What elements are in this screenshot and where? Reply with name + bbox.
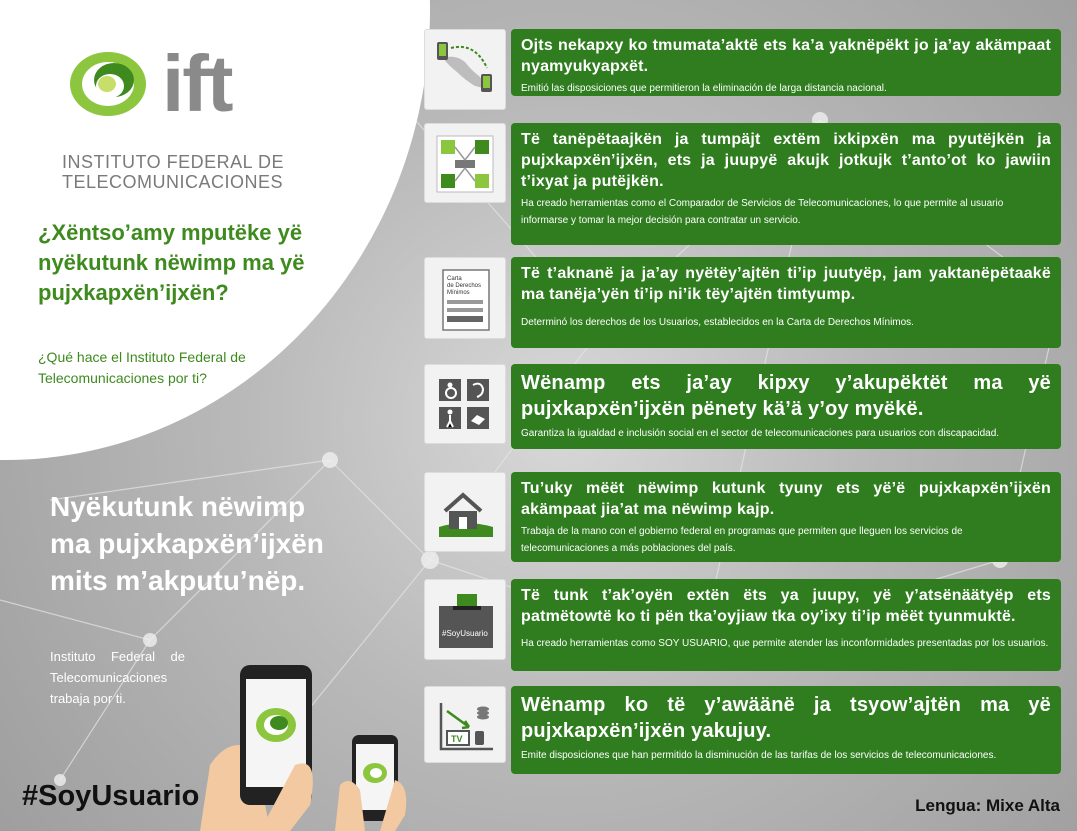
- item-row-3: [424, 257, 1061, 348]
- item-row-6: [424, 579, 1061, 671]
- item-card-4: [511, 364, 1061, 449]
- mexico-map-phones-icon: [424, 29, 506, 110]
- main-statement: Nyëkutunk nëwimp ma pujxkapxën’ijxën mits m’akputu’nëp.: [50, 491, 324, 596]
- item-title: Të tanëpëtaajkën ja tumpäjt extëm ixkipxën ma pyutëjkën ja pujxkapxën’ijxën, ets ja juupyë akujk jotkujk t’anto’ot ko jawiin t’ixyat ja putëjkën.: [521, 131, 1051, 190]
- item-title: Të tunk t’ak’oyën extën ëts ya juupy, yë y’atsënäätyëp ets patmëtowtë ko ti pën tka’oyjiaw tka oy’ixy ti’ip mëët tyunmuktë.: [521, 587, 1051, 625]
- language-label: Lengua: Mixe Alta: [915, 796, 1060, 815]
- item-description: Garantiza la igualdad e inclusión social en el sector de telecomunicaciones para usuarios con discapacidad.: [521, 428, 1000, 439]
- ift-logo-mark-icon: [62, 40, 157, 120]
- item-row-1: [424, 29, 1061, 110]
- logo-subtitle: [62, 152, 284, 192]
- rights-card-text-3: Mínimos: [447, 290, 470, 296]
- item-row-5: [424, 472, 1061, 562]
- question-mixe: ¿Xëntso’amy mputëke yë nyëkutunk nëwimp ma yë pujxkapxën’ijxën?: [38, 220, 305, 305]
- logo-wordmark: ift: [162, 39, 232, 128]
- logo-subtitle-line-1: INSTITUTO FEDERAL DE: [62, 152, 285, 172]
- accessibility-icon: [424, 364, 506, 444]
- item-card-5: [511, 472, 1061, 562]
- item-title: Ojts nekapxy ko tmumata’aktë ets ka’a yaknëpëkt jo ja’ay akämpaat nyamyukyapxët.: [521, 37, 1051, 75]
- rights-card-icon: [424, 257, 506, 339]
- item-card-7: [511, 686, 1061, 774]
- question-spanish: ¿Qué hace el Instituto Federal de Telecomunicaciones por ti?: [38, 349, 246, 386]
- logo-subtitle-line-2: TELECOMUNICACIONES: [62, 172, 284, 192]
- item-title: Të t’aknanë ja ja’ay nyëtëy’ajtën ti’ip juutyëp, jam yaktanëpëtaakë ma tanëja’yën ti’ip ni’ik tëy’ajtën timtyump.: [521, 265, 1051, 303]
- item-card-3: [511, 257, 1061, 348]
- ballot-box-text: #SoyUsuario: [442, 629, 488, 638]
- item-description: Trabaja de la mano con el gobierno federal en programas que permiten que lleguen los servicios de telecomunicaciones a más poblaciones del país.: [521, 526, 963, 554]
- tv-text: TV: [451, 734, 463, 744]
- item-description: Determinó los derechos de los Usuarios, establecidos en la Carta de Derechos Mínimos.: [521, 317, 914, 328]
- item-card-6: [511, 579, 1061, 671]
- institute-text: Instituto Federal de Telecomunicaciones trabaja por ti.: [50, 649, 185, 706]
- item-description: Emitió las disposiciones que permitieron la eliminación de larga distancia nacional.: [521, 83, 887, 94]
- rights-card-text-2: de Derechos: [447, 283, 482, 289]
- item-card-2: [511, 123, 1061, 245]
- item-title: Wënamp ko të y’awäänë ja tsyow’ajtën ma yë pujxkapxën’ijxën yakujuy.: [521, 694, 1051, 742]
- tv-price-down-icon: [424, 686, 506, 763]
- item-title: Tu’uky mëët nëwimp kutunk tyuny ets yë’ë pujxkapxën’ijxën akämpaat jia’at ma nëwimp kajp.: [521, 480, 1051, 518]
- ballot-box-icon: [424, 579, 506, 660]
- item-row-4: [424, 364, 1061, 456]
- item-card-1: [511, 29, 1061, 96]
- item-row-2: [424, 123, 1061, 247]
- item-title: Wënamp ets ja’ay kipxy y’akupëktët ma yë pujxkapxën’ijxën pënety kä’ä y’oy myëkë.: [521, 372, 1051, 420]
- house-icon: [424, 472, 506, 552]
- hashtag: #SoyUsuario: [22, 780, 200, 812]
- phones-in-hands-illustration: [200, 655, 440, 831]
- item-description: Ha creado herramientas como el Comparador de Servicios de Telecomunicaciones, lo que permite al usuario informarse y tomar la mejor decisión para contratar un servicio.: [521, 198, 1004, 226]
- item-row-7: [424, 686, 1061, 774]
- item-description: Ha creado herramientas como SOY USUARIO, que permite atender las inconformidades presentadas por los usuarios.: [521, 638, 1049, 649]
- rights-card-text-1: Carta: [447, 276, 462, 282]
- ift-logo: [62, 39, 285, 200]
- item-description: Emite disposiciones que han permitido la disminución de las tarifas de los servicios de telecomunicaciones.: [521, 750, 997, 761]
- comparator-icon: [424, 123, 506, 203]
